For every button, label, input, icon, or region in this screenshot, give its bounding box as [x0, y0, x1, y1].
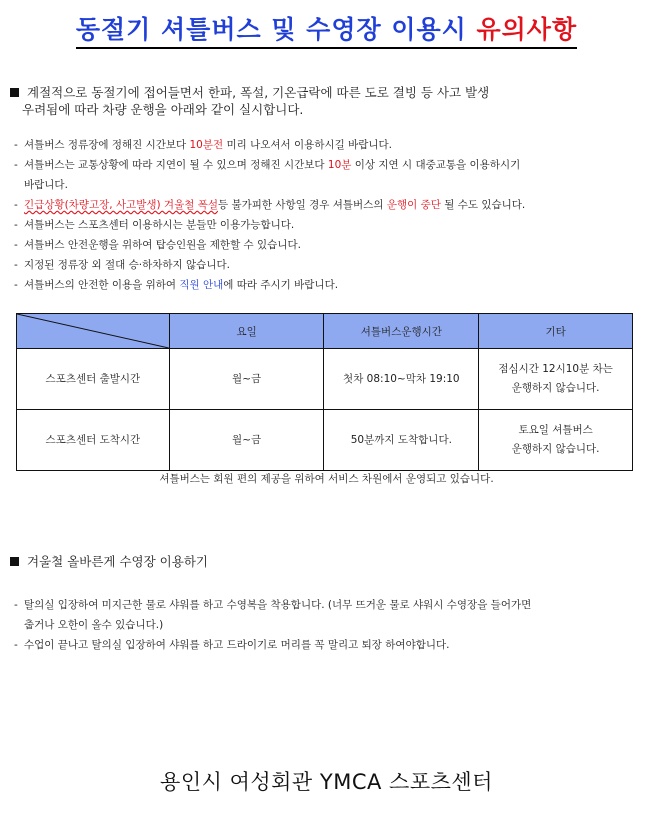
- square-bullet-icon: [10, 88, 19, 97]
- square-bullet-icon: [10, 557, 19, 566]
- list-item: - 탈의실 입장하여 미지근한 물로 샤워를 하고 수영복을 착용합니다. (너무 뜨거운 물로 샤워시 수영장을 들어가면 춥거나 오한이 올수 있습니다.): [14, 595, 644, 635]
- list-item: - 셔틀버스 정류장에 정해진 시간보다 10분전 미리 나오셔서 이용하시길 바랍니다.: [14, 135, 644, 155]
- shuttle-notice-list: [14, 135, 644, 295]
- table-footnote: 셔틀버스는 회원 편의 제공을 위하여 서비스 차원에서 운영되고 있습니다.: [159, 473, 494, 485]
- highlight-text: 10분전: [189, 139, 224, 151]
- table-cell: 월~금: [169, 410, 324, 471]
- column-header: 셔틀버스운행시간: [324, 314, 479, 349]
- list-item: - 셔틀버스는 스포츠센터 이용하시는 분들만 이용가능합니다.: [14, 215, 644, 235]
- column-header: 기타: [479, 314, 633, 349]
- highlight-text: 긴급상황(차량고장, 사고발생) 겨울철 폭설: [24, 199, 218, 211]
- section1-line2: 우려됨에 따라 차량 운행을 아래와 같이 실시합니다.: [22, 102, 304, 117]
- section2-heading: [10, 553, 630, 570]
- list-item: - 긴급상황(차량고장, 사고발생) 겨울철 폭설등 불가피한 사항일 경우 셔틀버스의 운행이 중단 될 수도 있습니다.: [14, 195, 644, 215]
- highlight-text: 10분: [327, 159, 352, 171]
- page-title: [76, 10, 577, 49]
- table-cell: 월~금: [169, 349, 324, 410]
- list-item: - 지정된 정류장 외 절대 승·하차하지 않습니다.: [14, 255, 644, 275]
- table-cell: 첫차 08:10~막차 19:10: [324, 349, 479, 410]
- table-cell: 토요일 셔틀버스 운행하지 않습니다.: [479, 410, 633, 471]
- list-item: - 수업이 끝나고 탈의실 입장하여 샤워를 하고 드라이기로 머리를 꼭 말리고 퇴장 하여야합니다.: [14, 635, 644, 655]
- section1-intro: [10, 84, 630, 118]
- pool-notice-list: [14, 595, 644, 655]
- diagonal-line: [17, 314, 169, 348]
- table-cell: 50분까지 도착합니다.: [324, 410, 479, 471]
- table-row: [17, 349, 633, 410]
- table-row: [17, 410, 633, 471]
- list-item: - 셔틀버스 안전운행을 위하여 탑승인원을 제한할 수 있습니다.: [14, 235, 644, 255]
- row-label: 스포츠센터 출발시간: [17, 349, 170, 410]
- section1-line1: 계절적으로 동절기에 접어들면서 한파, 폭설, 기온급락에 따른 도로 결빙 등 사고 발생: [27, 85, 490, 100]
- column-header: 요일: [169, 314, 324, 349]
- row-label: 스포츠센터 도착시간: [17, 410, 170, 471]
- title-container: [0, 10, 653, 49]
- highlight-text: 직원 안내: [179, 279, 224, 291]
- table-corner-cell: [17, 314, 170, 349]
- section2-title: 겨울철 올바른게 수영장 이용하기: [27, 554, 208, 569]
- organization-footer: 용인시 여성회관 YMCA 스포츠센터: [160, 770, 493, 794]
- page-title-highlight: 유의사항: [476, 15, 578, 44]
- list-item: - 셔틀버스의 안전한 이용을 위하여 직원 안내에 따라 주시기 바랍니다.: [14, 275, 644, 295]
- shuttle-schedule-table: [16, 313, 633, 471]
- highlight-text: 운행이 중단: [386, 199, 441, 211]
- page-title-main: 동절기 셔틀버스 및 수영장 이용시: [75, 15, 477, 44]
- table-cell: 점심시간 12시10분 차는 운행하지 않습니다.: [479, 349, 633, 410]
- list-item: - 셔틀버스는 교통상황에 따라 지연이 될 수 있으며 정해진 시간보다 10분 이상 지연 시 대중교통을 이용하시기 바랍니다.: [14, 155, 644, 195]
- table-header-row: [17, 314, 633, 349]
